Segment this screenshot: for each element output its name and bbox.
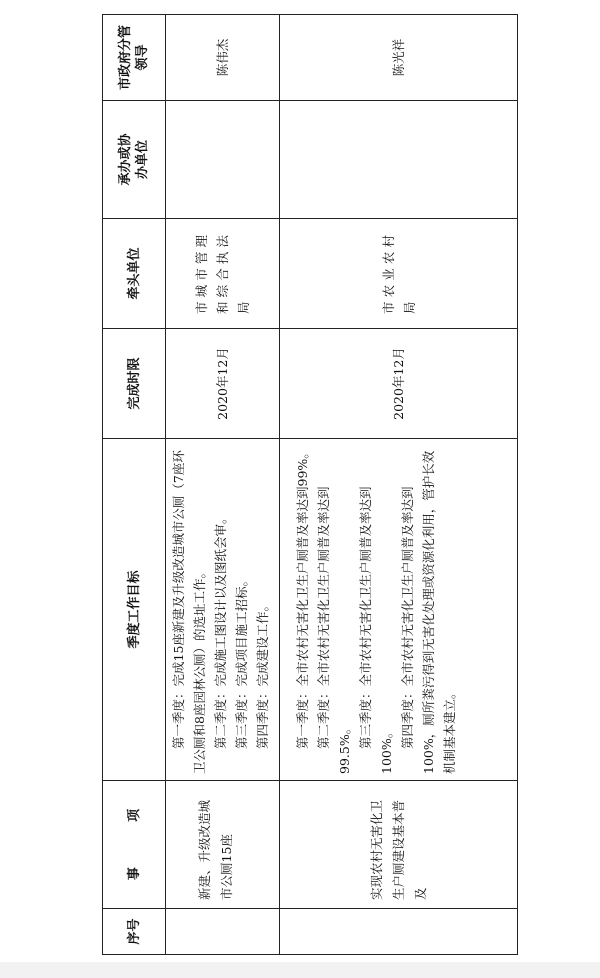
cell-lead: 市城市管理和综合执法局 [166,219,280,329]
cell-item: 实现农村无害化卫生户厕建设基本普及 [280,781,518,909]
cell-assist [166,101,280,219]
header-target: 季度工作目标 [103,439,166,781]
header-lead: 牵头单位 [103,219,166,329]
target-q2: 第二季度：全市农村无害化卫生户厕普及率达到99.5%。 [316,486,352,774]
cell-leader: 陈光祥 [280,15,518,101]
target-q4: 第四季度：全市农村无害化卫生户厕普及率达到100%，厕所粪污得到无害化处理或资源化利用，管护长效机制基本建立。 [400,450,457,774]
header-time: 完成时限 [103,329,166,439]
cell-seq [166,909,280,955]
target-q2: 第二季度：完成施工图设计以及图纸会审。 [213,511,228,749]
header-leader: 市政府分管领导 [103,15,166,101]
cell-assist [280,101,518,219]
cell-leader: 陈伟杰 [166,15,280,101]
target-q3: 第三季度：完成项目施工招标。 [234,573,249,749]
header-item: 事 项 [103,781,166,909]
rotated-table-frame [102,15,507,955]
cell-item: 新建、升级改造城市公厕15座 [166,781,280,909]
cell-time: 2020年12月 [280,329,518,439]
cell-lead: 市农业农村局 [280,219,518,329]
header-seq: 序号 [103,909,166,955]
cell-target [166,439,280,781]
work-target-table [102,14,518,955]
cell-seq [280,909,518,955]
target-q1: 第一季度：完成15座新建及升级改造城市公厕（7座环卫公厕和8座园林公厕）的选址工作。 [171,450,207,774]
header-assist: 承办或协办单位 [103,101,166,219]
target-q4: 第四季度：完成建设工作。 [255,598,270,749]
cell-time: 2020年12月 [166,329,280,439]
table-row [280,15,518,955]
table-row [166,15,280,955]
target-q1: 第一季度：全市农村无害化卫生户厕普及率达到99%。 [295,446,310,749]
table-header-row [103,15,166,955]
cell-target [280,439,518,781]
target-q3: 第三季度：全市农村无害化卫生户厕普及率达到100%。 [358,486,394,774]
page-bottom-strip [0,962,600,978]
